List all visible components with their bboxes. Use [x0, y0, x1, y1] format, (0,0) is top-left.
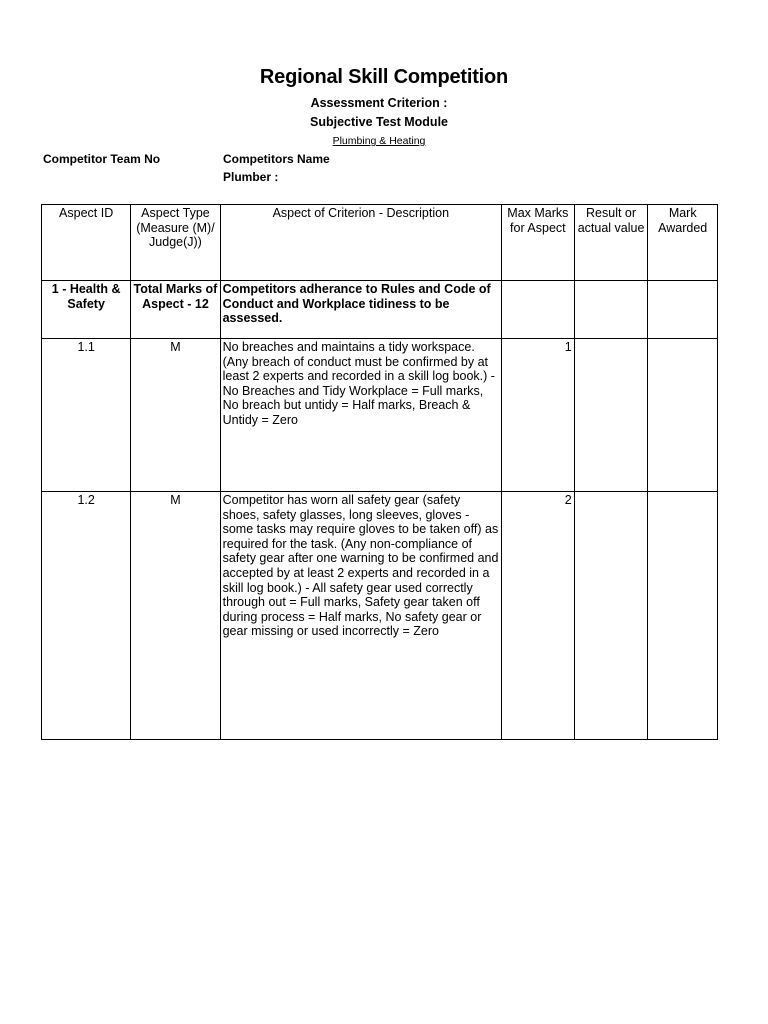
competitor-team-label: Competitor Team No: [43, 152, 161, 166]
competitors-name-label: Competitors Name: [223, 152, 330, 166]
header-max-marks: Max Marks for Aspect: [502, 205, 575, 281]
row-description: No breaches and maintains a tidy workspace. (Any breach of conduct must be confirmed by at least 2 experts and recorded in a skill log book.) - No Breaches and Tidy Workplace = Full marks, No breach but untidy = Half marks, Breach & Untidy = Zero: [220, 339, 501, 492]
header-aspect-id: Aspect ID: [42, 205, 131, 281]
document-title: Regional Skill Competition: [259, 66, 509, 88]
table-row: [42, 492, 718, 740]
row-max-marks: 1: [502, 339, 575, 492]
section-total-marks: Total Marks of Aspect - 12: [131, 281, 220, 339]
section-description: Competitors adherance to Rules and Code of Conduct and Workplace tidiness to be assessed.: [220, 281, 501, 339]
section-row: [42, 281, 718, 339]
row-mark-awarded-cell[interactable]: [648, 492, 718, 740]
header-result: Result or actual value: [574, 205, 648, 281]
header-mark-awarded: Mark Awarded: [648, 205, 718, 281]
assessment-criterion-label: Assessment Criterion :: [310, 96, 448, 110]
table-header-row: [42, 205, 718, 281]
row-result-cell[interactable]: [574, 339, 648, 492]
criteria-table: [41, 204, 718, 740]
row-aspect-type: M: [131, 492, 220, 740]
section-id: 1 - Health & Safety: [42, 281, 131, 339]
row-max-marks: 2: [502, 492, 575, 740]
row-result-cell[interactable]: [574, 492, 648, 740]
row-description: Competitor has worn all safety gear (safety shoes, safety glasses, long sleeves, gloves - some tasks may require gloves to be taken off) as required for the task. (Any non-compliance of safety gear after one warning to be confirmed and accepted by at least 2 experts and recorded in a skill log book.) - All safety gear used correctly through out = Full marks, Safety gear taken off during process = Half marks, No safety gear or gear missing or used incorrectly = Zero: [220, 492, 501, 740]
plumber-label: Plumber :: [223, 170, 279, 184]
row-aspect-type: M: [131, 339, 220, 492]
row-mark-awarded-cell[interactable]: [648, 339, 718, 492]
test-module-label: Subjective Test Module: [310, 115, 448, 129]
section-mark-cell: [648, 281, 718, 339]
section-max-cell: [502, 281, 575, 339]
table-row: [42, 339, 718, 492]
row-aspect-id: 1.1: [42, 339, 131, 492]
header-description: Aspect of Criterion - Description: [220, 205, 501, 281]
trade-label: Plumbing & Heating: [332, 135, 426, 147]
section-result-cell: [574, 281, 648, 339]
row-aspect-id: 1.2: [42, 492, 131, 740]
header-aspect-type: Aspect Type (Measure (M)/ Judge(J)): [131, 205, 220, 281]
